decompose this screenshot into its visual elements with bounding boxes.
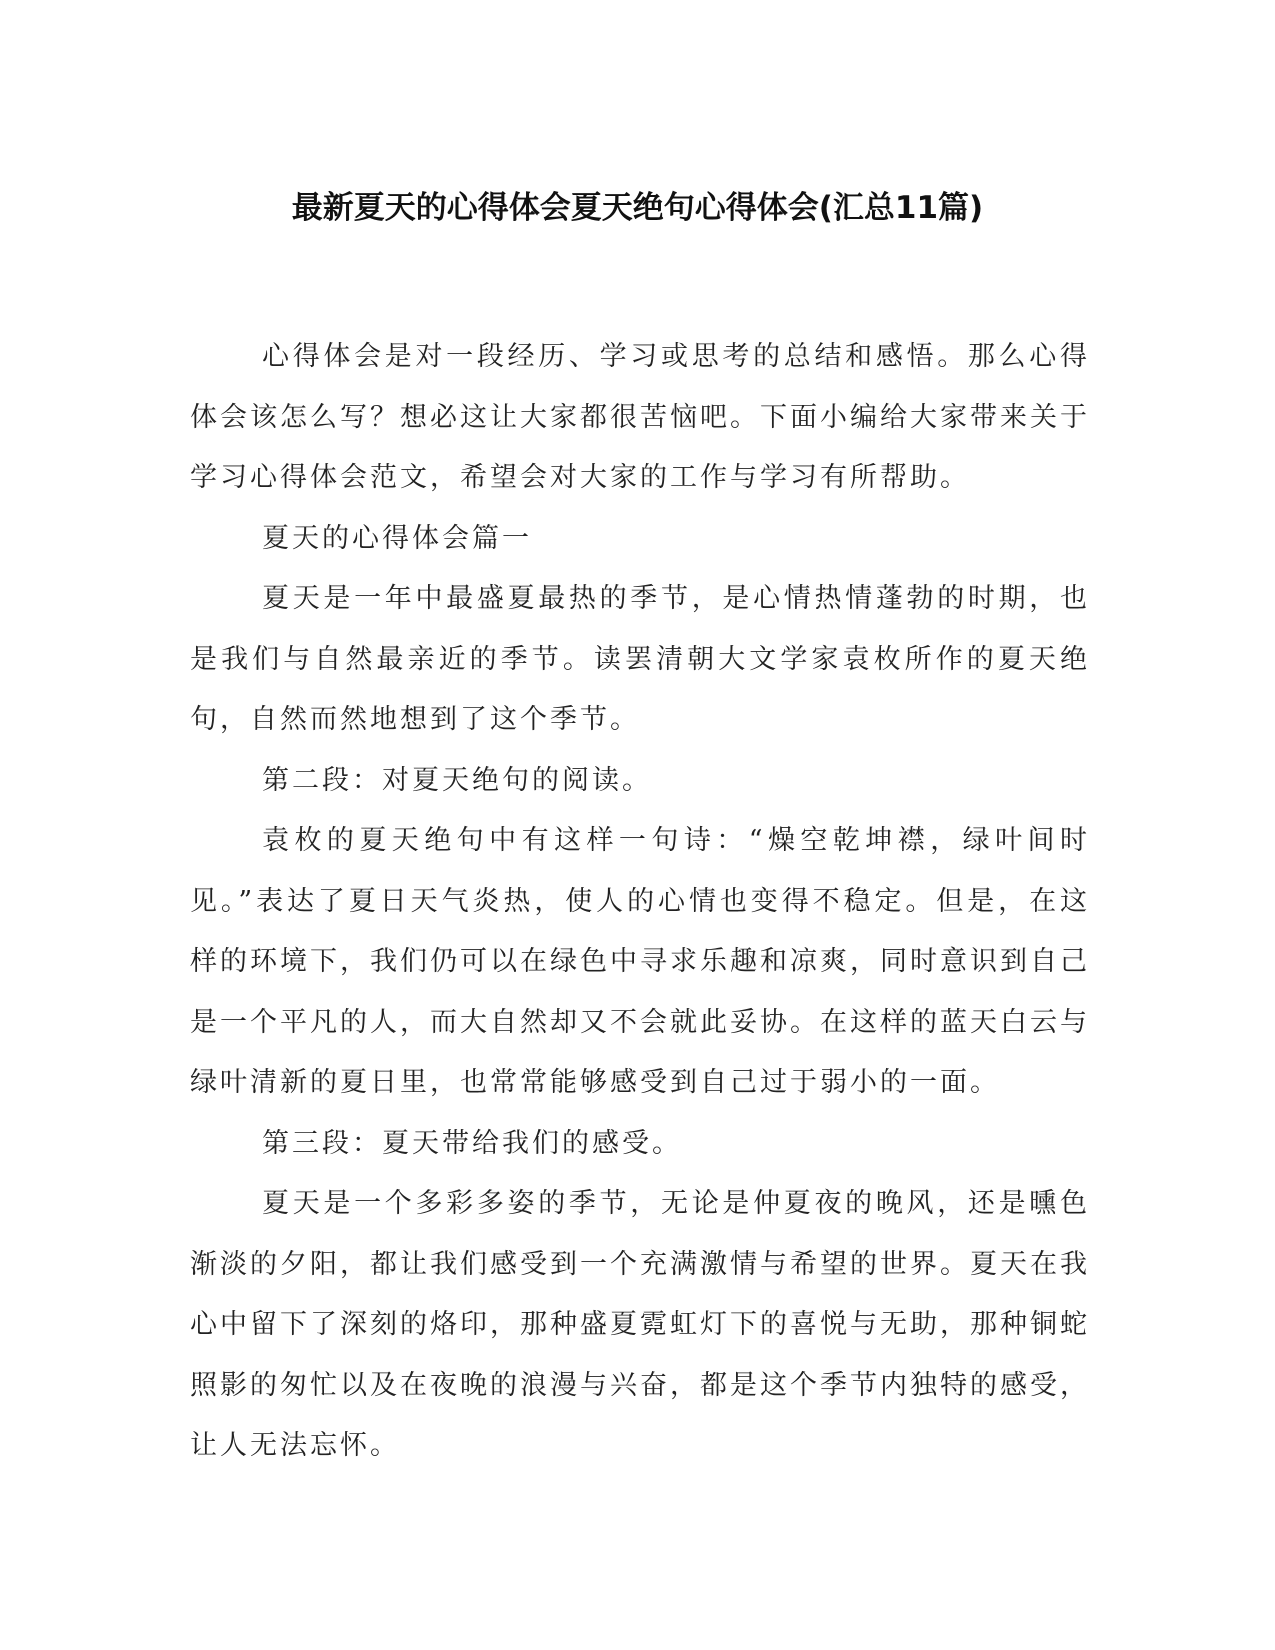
section-heading-second: 第二段：对夏天绝句的阅读。 bbox=[262, 764, 652, 796]
section-heading-part-one: 夏天的心得体会篇一 bbox=[262, 522, 532, 554]
section-heading-third: 第三段：夏天带给我们的感受。 bbox=[262, 1127, 682, 1159]
paragraph-intro: 心得体会是对一段经历、学习或思考的总结和感悟。那么心得体会该怎么写？想必这让大家都很苦恼吧。下面小编给大家带来关于学习心得体会范文，希望会对大家的工作与学习有所帮助。 bbox=[190, 341, 1090, 493]
document-body bbox=[190, 327, 1090, 1477]
paragraph-summer-feelings: 夏天是一个多彩多姿的季节，无论是仲夏夜的晚风，还是曛色渐淡的夕阳，都让我们感受到一个充满激情与希望的世界。夏天在我心中留下了深刻的烙印，那种盛夏霓虹灯下的喜悦与无助，那种铜蛇照影的匆忙以及在夜晚的浪漫与兴奋，都是这个季节内独特的感受，让人无法忘怀。 bbox=[190, 1188, 1090, 1461]
document-title: 最新夏天的心得体会夏天绝句心得体会(汇总11篇) bbox=[291, 190, 984, 226]
paragraph-summer-season: 夏天是一年中最盛夏最热的季节，是心情热情蓬勃的时期，也是我们与自然最亲近的季节。读罢清朝大文学家袁枚所作的夏天绝句，自然而然地想到了这个季节。 bbox=[190, 583, 1090, 735]
paragraph-poem-reading: 袁枚的夏天绝句中有这样一句诗：“燥空乾坤襟，绿叶间时见。”表达了夏日天气炎热，使人的心情也变得不稳定。但是，在这样的环境下，我们仍可以在绿色中寻求乐趣和凉爽，同时意识到自己是一个平凡的人，而大自然却又不会就此妥协。在这样的蓝天白云与绿叶清新的夏日里，也常常能够感受到自己过于弱小的一面。 bbox=[190, 825, 1090, 1098]
